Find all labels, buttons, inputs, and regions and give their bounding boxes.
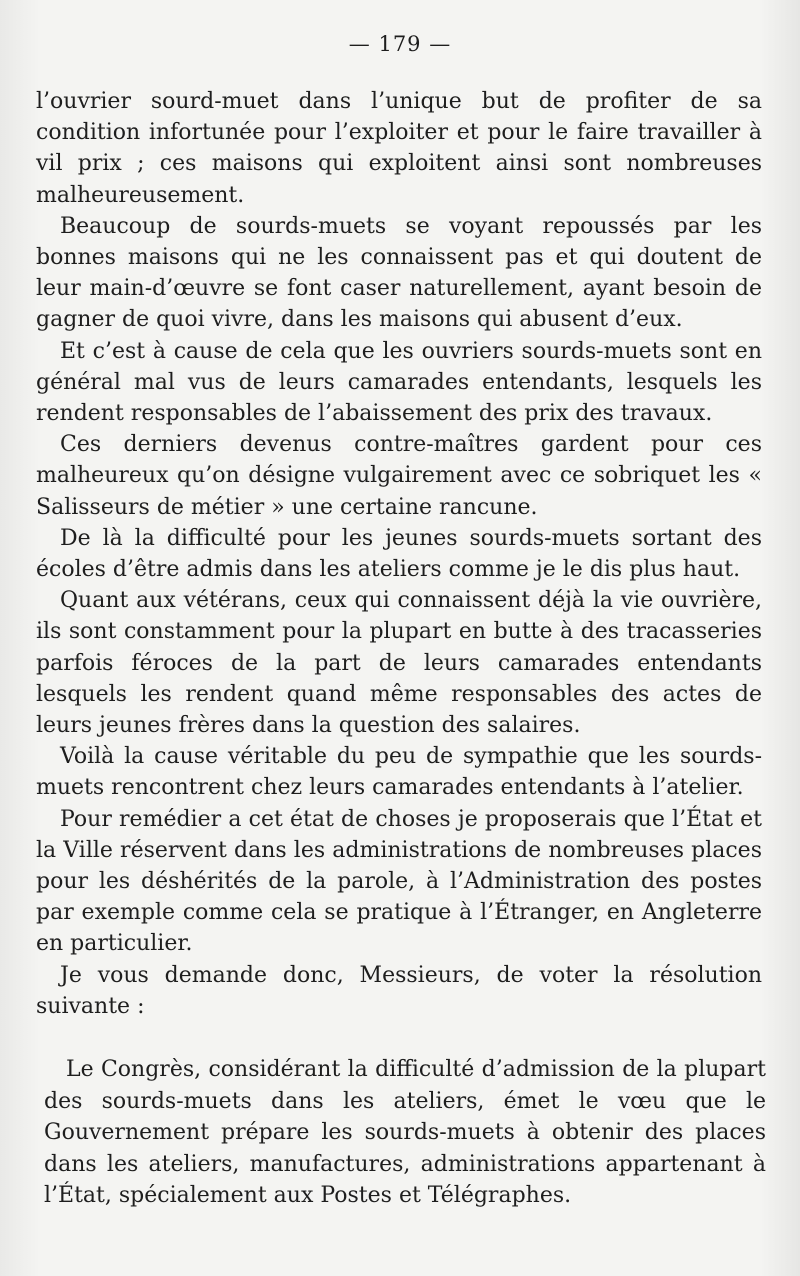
paragraph: Ces derniers devenus contre-maîtres gardent pour ces malheureux qu’on désigne vulgairement avec ce sobriquet les « Salisseurs de métier » une certaine rancune. bbox=[36, 432, 762, 520]
paragraph: Je vous demande donc, Messieurs, de voter la résolution suivante : bbox=[36, 962, 762, 1019]
paragraph: De là la difficulté pour les jeunes sourds-muets sortant des écoles d’être admis dans les ateliers comme je le dis plus haut. bbox=[36, 525, 762, 583]
paragraph: Et c’est à cause de cela que les ouvriers sourds-muets sont en général mal vus de leurs camarades entendants, lesquels les rendent responsables de l’abaissement des prix des travaux. bbox=[36, 338, 762, 427]
paragraph: Beaucoup de sourds-muets se voyant repoussés par les bonnes maisons qui ne les connaissent pas et qui doutent de leur main-d’œuvre se font caser naturellement, ayant besoin de gagner de quoi vivre, dans les maisons qui abusent d’eux. bbox=[36, 213, 762, 333]
paragraph: Pour remédier a cet état de choses je proposerais que l’État et la Ville réservent dans les administrations de nombreuses places pour les déshérités de la parole, à l’Administration des postes par exemple comme cela se pratique à l’Étranger, en Angleterre en particulier. bbox=[36, 806, 762, 957]
page-number: — 179 — bbox=[348, 32, 452, 56]
paragraph-continuation: l’ouvrier sourd-muet dans l’unique but de profiter de sa condition infortunée pour l’exploiter et pour le faire travailler à vil prix ; ces maisons qui exploitent ainsi sont nombreuses malheureusement. bbox=[36, 89, 762, 208]
paragraph: Quant aux vétérans, ceux qui connaissent déjà la vie ouvrière, ils sont constamment pour la plupart en butte à des tracasseries parfois féroces de la part de leurs camarades entendants lesquels les rendent quand même responsables des actes de leurs jeunes frères dans la question des salaires. bbox=[36, 588, 762, 739]
resolution-text: Le Congrès, considérant la difficulté d’admission de la plupart des sourds-muets dans les ateliers, émet le vœu que le Gouvernement prépare les sourds-muets à obtenir des places dans les ateliers, manufactures, administrations appartenant à l’État, spécialement aux Postes et Télégraphes. bbox=[44, 1057, 766, 1208]
resolution-block bbox=[44, 1054, 766, 1212]
paragraph: Voilà la cause véritable du peu de sympathie que les sourds-muets rencontrent chez leurs camarades entendants à l’atelier. bbox=[36, 744, 762, 801]
body-text bbox=[36, 86, 762, 1022]
